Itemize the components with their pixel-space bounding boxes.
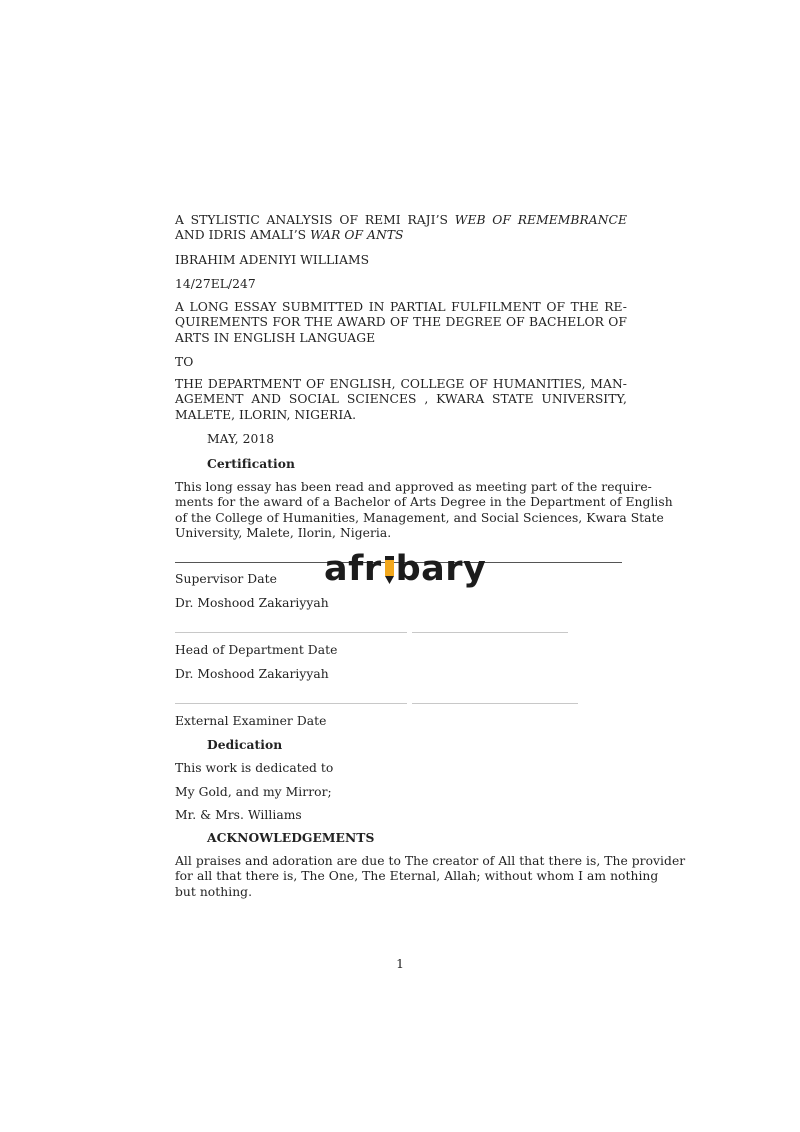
acknowledgements-body: All praises and adoration are due to The creator of All that there is, The provider for all that there is, The One, The Eternal, Allah; without whom I am nothing but nothing.	[175, 854, 686, 899]
dedication-line: Mr. & Mrs. Williams	[175, 808, 302, 822]
hod-date-line	[412, 632, 568, 633]
certification-body: This long essay has been read and approved as meeting part of the require- ments for the award of a Bachelor of Arts Degree in the Department of English of the College of Humanities, Management, and Social Sciences, Kwara State University, Malete, Ilorin, Nigeria.	[175, 480, 673, 541]
supervisor-name: Dr. Moshood Zakariyyah	[175, 596, 329, 610]
author-name: IBRAHIM ADENIYI WILLIAMS	[175, 253, 370, 267]
dedication-line: This work is dedicated to	[175, 761, 334, 775]
supervisor-label: Supervisor Date	[175, 572, 277, 586]
title-line-2: AND IDRIS AMALI’S WAR OF ANTS	[175, 228, 404, 243]
to-label: TO	[175, 355, 194, 369]
hod-label: Head of Department Date	[175, 643, 338, 657]
page-number: 1	[396, 957, 404, 971]
afribary-logo: afr bary	[324, 549, 487, 589]
matric-number: 14/27EL/247	[175, 277, 256, 291]
dedication-line: My Gold, and my Mirror;	[175, 785, 332, 799]
department-address: THE DEPARTMENT OF ENGLISH, COLLEGE OF HUMANITIES, MAN- AGEMENT AND SOCIAL SCIENCES , KWARA STATE UNIVERSITY, MALETE, ILORIN, NIGERIA.	[175, 377, 627, 422]
hod-name: Dr. Moshood Zakariyyah	[175, 667, 329, 681]
external-signature-line	[175, 703, 407, 704]
dedication-heading: Dedication	[207, 737, 283, 752]
external-examiner-label: External Examiner Date	[175, 714, 327, 728]
essay-title	[175, 213, 627, 244]
certification-heading: Certification	[207, 456, 296, 471]
external-date-line	[412, 703, 578, 704]
title-line-1: A STYLISTIC ANALYSIS OF REMI RAJI’S WEB OF REMEMBRANCE	[175, 213, 628, 227]
submission-date: MAY, 2018	[207, 432, 275, 446]
submission-statement: A LONG ESSAY SUBMITTED IN PARTIAL FULFILMENT OF THE RE- QUIREMENTS FOR THE AWARD OF THE DEGREE OF BACHELOR OF ARTS IN ENGLISH LANGUAGE	[175, 300, 627, 345]
acknowledgements-heading: ACKNOWLEDGEMENTS	[207, 830, 375, 845]
hod-signature-line	[175, 632, 407, 633]
